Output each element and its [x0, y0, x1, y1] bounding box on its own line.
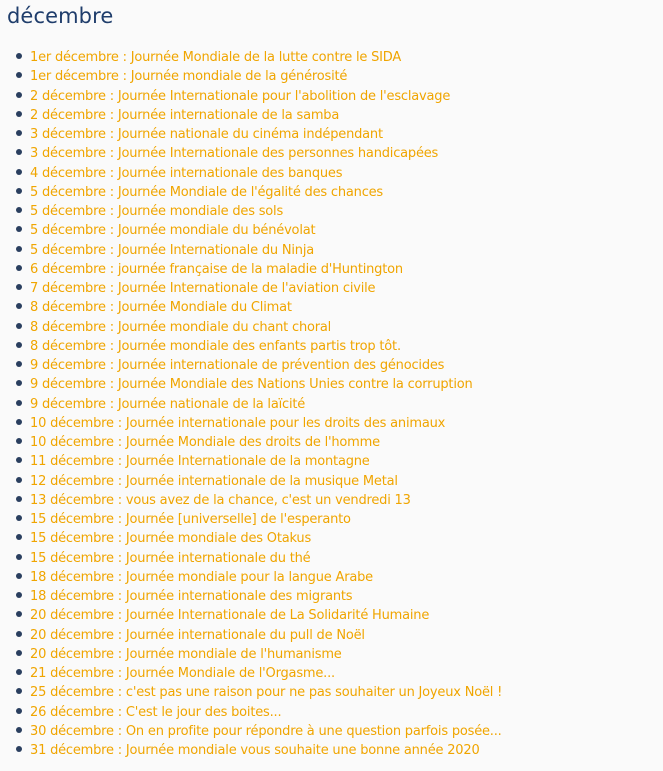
event-link[interactable]: 18 décembre : Journée internationale des migrants	[30, 589, 353, 604]
list-item	[7, 624, 663, 643]
event-link[interactable]: 8 décembre : Journée Mondiale du Climat	[30, 300, 292, 316]
bullet-icon	[16, 72, 22, 78]
event-link[interactable]: 12 décembre : Journée internationale de la musique Metal	[30, 473, 398, 489]
list-item	[7, 142, 663, 161]
event-link[interactable]: 6 décembre : journée française de la maladie d'Huntington	[30, 261, 403, 277]
list-item	[7, 662, 663, 681]
bullet-icon	[16, 515, 22, 521]
event-link[interactable]: 15 décembre : Journée mondiale des Otakus	[30, 531, 312, 547]
list-item	[7, 65, 663, 84]
page-title: décembre	[7, 4, 114, 28]
bullet-icon	[16, 323, 22, 329]
bullet-icon	[16, 169, 22, 175]
event-link[interactable]: 10 décembre : Journée internationale pour les droits des animaux	[30, 415, 446, 431]
event-link[interactable]: 7 décembre : Journée Internationale de l'aviation civile	[30, 281, 376, 296]
bullet-icon	[16, 361, 22, 367]
event-link[interactable]: 5 décembre : Journée Mondiale de l'égalité des chances	[30, 184, 384, 200]
bullet-icon	[16, 303, 22, 309]
bullet-icon	[16, 92, 22, 98]
list-item	[7, 354, 663, 373]
event-link[interactable]: 21 décembre : Journée Mondiale de l'Orgasme...	[30, 666, 335, 681]
bullet-icon	[16, 727, 22, 733]
bullet-icon	[16, 631, 22, 637]
list-item	[7, 162, 663, 181]
list-item	[7, 585, 663, 604]
bullet-icon	[16, 342, 22, 348]
list-item	[7, 296, 663, 315]
list-item	[7, 739, 663, 758]
bullet-icon	[16, 149, 22, 155]
list-item	[7, 373, 663, 392]
list-item	[7, 219, 663, 238]
event-link[interactable]: 4 décembre : Journée internationale des banques	[30, 165, 343, 181]
event-link[interactable]: 8 décembre : Journée mondiale du chant choral	[30, 319, 332, 335]
bullet-icon	[16, 573, 22, 579]
event-link[interactable]: 2 décembre : Journée Internationale pour l'abolition de l'esclavage	[30, 88, 451, 104]
list-item	[7, 239, 663, 258]
event-link[interactable]: 10 décembre : Journée Mondiale des droits de l'homme	[30, 435, 380, 450]
event-link[interactable]: 5 décembre : Journée Internationale du Ninja	[30, 242, 315, 258]
list-item	[7, 701, 663, 720]
list-item	[7, 643, 663, 662]
bullet-icon	[16, 284, 22, 290]
bullet-icon	[16, 534, 22, 540]
event-link[interactable]: 3 décembre : Journée nationale du cinéma indépendant	[30, 127, 383, 142]
list-item	[7, 431, 663, 450]
event-link[interactable]: 9 décembre : Journée nationale de la laïcité	[30, 396, 306, 412]
event-link[interactable]: 1er décembre : Journée mondiale de la générosité	[30, 69, 348, 85]
list-item	[7, 258, 663, 277]
bullet-icon	[16, 226, 22, 232]
event-link[interactable]: 3 décembre : Journée Internationale des personnes handicapées	[30, 146, 439, 162]
event-link[interactable]: 26 décembre : C'est le jour des boites...	[30, 704, 282, 720]
event-link[interactable]: 31 décembre : Journée mondiale vous souhaite une bonne année 2020	[30, 743, 480, 758]
list-item	[7, 200, 663, 219]
event-link[interactable]: 15 décembre : Journée [universelle] de l'esperanto	[30, 512, 351, 527]
list-item	[7, 566, 663, 585]
event-link[interactable]: 1er décembre : Journée Mondiale de la lutte contre le SIDA	[30, 50, 402, 65]
list-item	[7, 85, 663, 104]
list-item	[7, 316, 663, 335]
bullet-icon	[16, 457, 22, 463]
event-link[interactable]: 20 décembre : Journée internationale du pull de Noël	[30, 627, 365, 643]
event-link[interactable]: 13 décembre : vous avez de la chance, c'est un vendredi 13	[30, 492, 411, 508]
list-item	[7, 412, 663, 431]
event-link[interactable]: 15 décembre : Journée internationale du thé	[30, 550, 311, 566]
event-link[interactable]: 9 décembre : Journée Mondiale des Nations Unies contre la corruption	[30, 377, 473, 393]
list-item	[7, 181, 663, 200]
bullet-icon	[16, 688, 22, 694]
list-item	[7, 604, 663, 623]
event-link[interactable]: 5 décembre : Journée mondiale du bénévolat	[30, 223, 316, 239]
event-link[interactable]: 20 décembre : Journée Internationale de La Solidarité Humaine	[30, 608, 430, 624]
list-item	[7, 123, 663, 142]
bullet-icon	[16, 188, 22, 194]
bullet-icon	[16, 611, 22, 617]
event-link[interactable]: 20 décembre : Journée mondiale de l'humanisme	[30, 646, 342, 662]
bullet-icon	[16, 207, 22, 213]
event-link[interactable]: 25 décembre : c'est pas une raison pour ne pas souhaiter un Joyeux Noël !	[30, 685, 503, 701]
list-item	[7, 470, 663, 489]
bullet-icon	[16, 708, 22, 714]
bullet-icon	[16, 400, 22, 406]
list-item	[7, 527, 663, 546]
bullet-icon	[16, 438, 22, 444]
event-link[interactable]: 2 décembre : Journée internationale de la samba	[30, 107, 340, 123]
bullet-icon	[16, 419, 22, 425]
event-link[interactable]: 11 décembre : Journée Internationale de la montagne	[30, 454, 370, 470]
event-link[interactable]: 9 décembre : Journée internationale de prévention des génocides	[30, 358, 445, 373]
list-item	[7, 508, 663, 527]
event-list	[7, 46, 663, 758]
list-item	[7, 393, 663, 412]
bullet-icon	[16, 477, 22, 483]
bullet-icon	[16, 53, 22, 59]
bullet-icon	[16, 380, 22, 386]
event-link[interactable]: 30 décembre : On en profite pour répondre à une question parfois posée...	[30, 723, 502, 739]
event-link[interactable]: 8 décembre : Journée mondiale des enfants partis trop tôt.	[30, 338, 401, 354]
list-item	[7, 335, 663, 354]
list-item	[7, 46, 663, 65]
bullet-icon	[16, 130, 22, 136]
bullet-icon	[16, 746, 22, 752]
bullet-icon	[16, 265, 22, 271]
bullet-icon	[16, 246, 22, 252]
bullet-icon	[16, 554, 22, 560]
event-link[interactable]: 5 décembre : Journée mondiale des sols	[30, 204, 284, 219]
list-item	[7, 547, 663, 566]
list-item	[7, 681, 663, 700]
event-link[interactable]: 18 décembre : Journée mondiale pour la langue Arabe	[30, 569, 373, 585]
bullet-icon	[16, 111, 22, 117]
list-item	[7, 277, 663, 296]
list-item	[7, 104, 663, 123]
bullet-icon	[16, 592, 22, 598]
list-item	[7, 450, 663, 469]
list-item	[7, 720, 663, 739]
bullet-icon	[16, 650, 22, 656]
list-item	[7, 489, 663, 508]
bullet-icon	[16, 496, 22, 502]
bullet-icon	[16, 669, 22, 675]
